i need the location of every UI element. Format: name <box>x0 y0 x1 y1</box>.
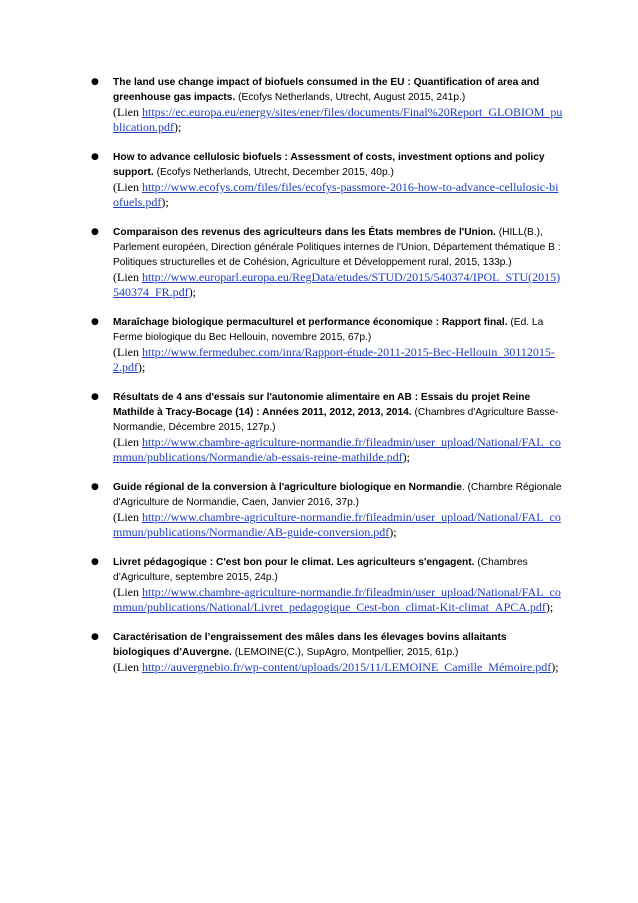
link-suffix: ); <box>161 195 169 209</box>
bullet-icon: ● <box>91 317 99 327</box>
reference-title: How to advance cellulosic biofuels : Assessment of costs, investment options and policy support. <box>113 152 545 178</box>
reference-details: (Ed. La Ferme biologique du Bec Hellouin, novembre 2015, 67p.) <box>113 317 544 343</box>
reference-title: Livret pédagogique : C'est bon pour le climat. Les agriculteurs s'engagent. <box>113 557 475 568</box>
list-item <box>91 150 563 210</box>
bullet-icon: ● <box>91 632 99 642</box>
reference-link[interactable]: https://ec.europa.eu/energy/sites/ener/files/documents/Final%20Report_GLOBIOM_publication.pdf <box>113 105 563 134</box>
bullet-icon: ● <box>91 482 99 492</box>
link-suffix: ); <box>402 450 410 464</box>
bullet-icon: ● <box>91 152 99 162</box>
link-prefix: (Lien <box>113 345 142 359</box>
reference-link[interactable]: http://www.chambre-agriculture-normandie.fr/fileadmin/user_upload/National/FAL_commun/publications/Normandie/ab-essais-reine-mathilde.pdf <box>113 435 561 464</box>
bullet-icon: ● <box>91 227 99 237</box>
link-prefix: (Lien <box>113 510 142 524</box>
reference-link[interactable]: http://www.ecofys.com/files/files/ecofys-passmore-2016-how-to-advance-cellulosic-biofuels.pdf <box>113 180 559 209</box>
list-item <box>91 315 563 375</box>
link-prefix: (Lien <box>113 180 142 194</box>
reference-link[interactable]: http://www.fermedubec.com/inra/Rapport-étude-2011-2015-Bec-Hellouin_30112015-2.pdf <box>113 345 555 374</box>
reference-title: Comparaison des revenus des agriculteurs dans les États membres de l'Union. <box>113 227 496 238</box>
reference-details: (HILL(B.), Parlement européen, Direction générale Politiques internes de l'Union, Département thématique B : Politiques structurelles et de Cohésion, Agriculture et Développement rural, 2015, 133p.) <box>113 227 561 268</box>
link-suffix: ); <box>545 600 554 614</box>
reference-title: Guide régional de la conversion à l'agriculture biologique en Normandie <box>113 482 462 493</box>
bullet-icon: ● <box>91 77 99 87</box>
reference-list <box>91 75 563 690</box>
list-item <box>91 555 563 615</box>
reference-link[interactable]: http://auvergnebio.fr/wp-content/uploads/2015/11/LEMOINE_Camille_Mémoire.pdf <box>142 660 552 674</box>
bullet-icon: ● <box>91 557 99 567</box>
reference-link[interactable]: http://www.europarl.europa.eu/RegData/etudes/STUD/2015/540374/IPOL_STU(2015)540374_FR.pdf <box>113 270 561 299</box>
link-prefix: (Lien <box>113 270 142 284</box>
reference-title: The land use change impact of biofuels consumed in the EU : Quantification of area and greenhouse gas impacts. <box>113 77 540 103</box>
link-suffix: ); <box>173 120 182 134</box>
reference-link[interactable]: http://www.chambre-agriculture-normandie.fr/fileadmin/user_upload/National/FAL_commun/publications/National/Livret_pedagogique_Cest-bon_climat-Kit-climat_APCA.pdf <box>113 585 561 614</box>
link-suffix: ); <box>551 660 559 674</box>
list-item <box>91 75 563 135</box>
reference-details: (Chambres d'Agriculture Basse-Normandie, Décembre 2015, 127p.) <box>113 407 559 433</box>
reference-details: (LEMOINE(C.), SupAgro, Montpellier, 2015, 61p.) <box>231 647 459 658</box>
link-suffix: ); <box>389 525 397 539</box>
reference-link[interactable]: http://www.chambre-agriculture-normandie.fr/fileadmin/user_upload/National/FAL_commun/publications/Normandie/AB-guide-conversion.pdf <box>113 510 561 539</box>
reference-title: Résultats de 4 ans d'essais sur l'autonomie alimentaire en AB : Essais du projet Reine Mathilde à Tracy-Bocage (14) : Années 2011, 2012, 2013, 2014. <box>113 392 531 418</box>
link-prefix: (Lien <box>113 105 142 119</box>
link-prefix: (Lien <box>113 660 142 674</box>
reference-details: (Ecofys Netherlands, Utrecht, December 2015, 40p.) <box>153 167 394 178</box>
link-suffix: ); <box>138 360 146 374</box>
link-suffix: ); <box>188 285 197 299</box>
reference-details: (Ecofys Netherlands, Utrecht, August 2015, 241p.) <box>235 92 466 103</box>
reference-title: Maraîchage biologique permaculturel et performance économique : Rapport final. <box>113 317 508 328</box>
link-prefix: (Lien <box>113 435 142 449</box>
reference-details: . (Chambre Régionale d'Agriculture de Normandie, Caen, Janvier 2016, 37p.) <box>113 482 562 508</box>
link-prefix: (Lien <box>113 585 142 599</box>
list-item <box>91 390 563 465</box>
list-item <box>91 630 563 675</box>
reference-title: Caractérisation de l’engraissement des mâles dans les élevages bovins allaitants biologiques d’Auvergne. <box>113 632 507 658</box>
bullet-icon: ● <box>91 392 99 402</box>
list-item <box>91 480 563 540</box>
list-item <box>91 225 563 300</box>
reference-details: (Chambres d’Agriculture, septembre 2015, 24p.) <box>113 557 528 583</box>
